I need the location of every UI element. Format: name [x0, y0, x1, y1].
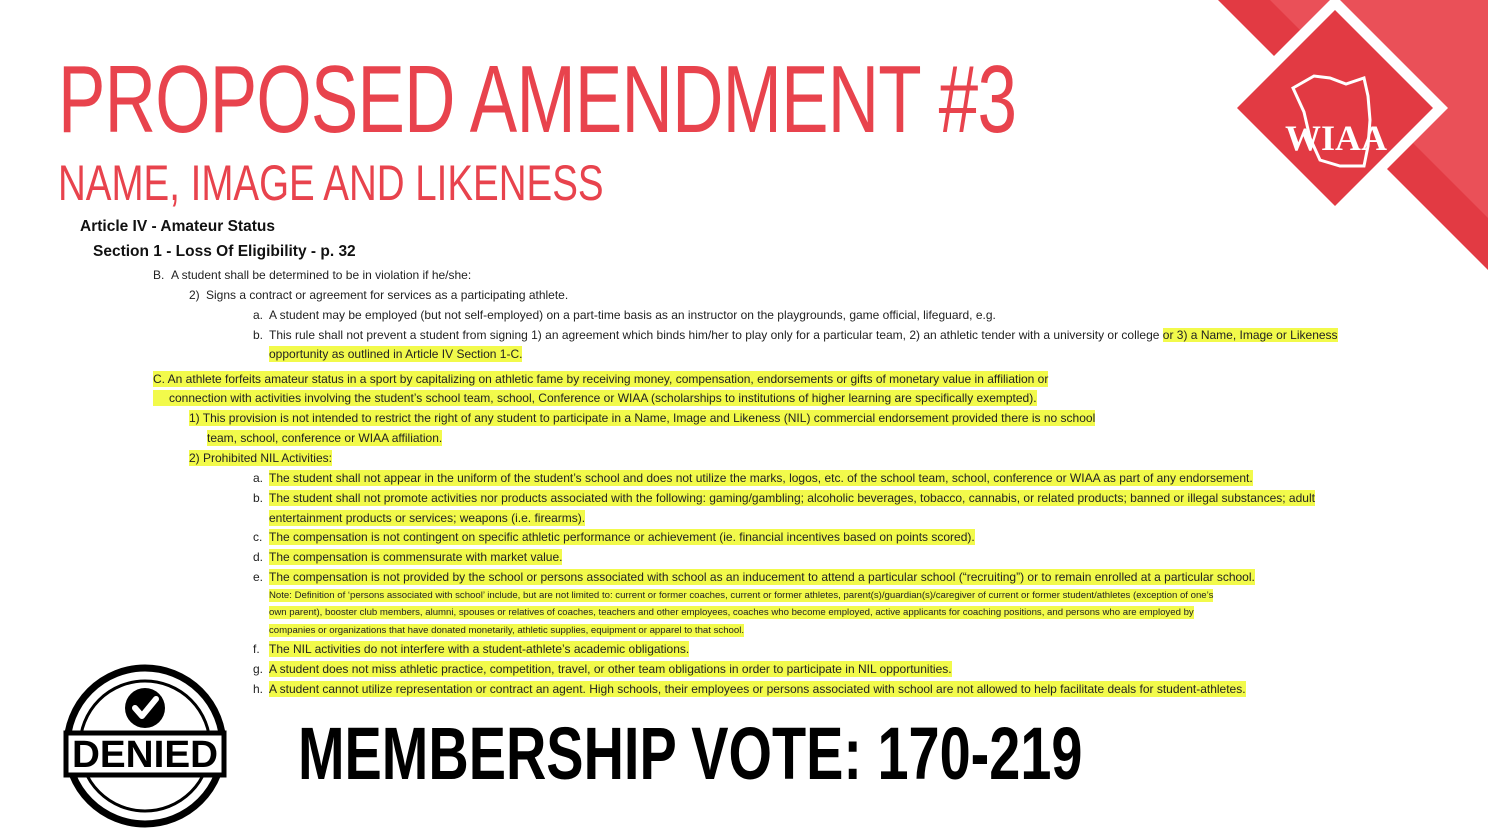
- list-item-text: This rule shall not prevent a student from signing 1) an agreement which binds him/her to play only for a particular team, 2) an athletic tender with a university or college: [269, 328, 1163, 342]
- list-item: The student shall not promote activities nor products associated with the following: gaming/gambling; alcoholic beverages, tobacco, cannabis, or related products; banned or illegal substances; adult: [269, 491, 1315, 505]
- list-item: The compensation is not provided by the school or persons associated with school as an inducement to attend a particular school (“recruiting”) or to remain enrolled at a particular school.: [269, 570, 1255, 584]
- list-label: 2): [189, 288, 200, 302]
- list-item: A student may be employed (but not self-employed) on a part-time basis as an instructor on the playgrounds, game official, lifeguard, e.g.: [269, 308, 996, 322]
- list-label: B.: [153, 268, 165, 282]
- list-label: e.: [253, 570, 264, 584]
- list-item: team, school, conference or WIAA affiliation.: [207, 431, 443, 445]
- list-item: A student does not miss athletic practice, competition, travel, or other team obligations in order to participate in NIL opportunities.: [269, 662, 952, 676]
- list-item: The compensation is commensurate with market value.: [269, 550, 563, 564]
- list-label: b.: [253, 328, 264, 342]
- list-item: C. An athlete forfeits amateur status in a sport by capitalizing on athletic fame by receiving money, compensation, endorsements or gifts of monetary value in affiliation or: [153, 372, 1049, 386]
- page-title: PROPOSED AMENDMENT #3: [58, 46, 1017, 153]
- list-label: f.: [253, 642, 260, 656]
- list-item: connection with activities involving the student’s school team, school, Conference or WIAA (scholarships to institutions of higher learning are specifically exempted).: [153, 390, 1037, 406]
- list-item: Signs a contract or agreement for services as a participating athlete.: [206, 288, 569, 302]
- list-item: 1) This provision is not intended to restrict the right of any student to participate in a Name, Image and Likeness (NIL) commercial endorsement provided there is no school: [189, 411, 1096, 425]
- list-label: a.: [253, 308, 264, 322]
- list-item: The student shall not appear in the uniform of the student’s school and does not utilize the marks, logos, etc. of the school team, school, conference or WIAA as part of any endorsement.: [269, 471, 1253, 485]
- logo-text: WIAA: [1284, 118, 1388, 158]
- article-heading: Article IV - Amateur Status: [80, 218, 275, 235]
- denied-stamp: [62, 663, 228, 829]
- list-label: b.: [253, 491, 264, 505]
- list-label: h.: [253, 682, 264, 696]
- stamp-text: DENIED: [72, 734, 218, 776]
- membership-vote: MEMBERSHIP VOTE: 170-219: [298, 712, 1083, 795]
- note-line: Note: Definition of ‘persons associated with school’ include, but are not limited to: current or former coaches, current or former athletes, parent(s)/guardian(s)/caregiver of current or former student/athletes (exception of one’s: [269, 590, 1214, 601]
- note-line: companies or organizations that have donated monetarily, athletic supplies, equipment or apparel to that school.: [269, 625, 744, 636]
- wiaa-logo: [1218, 0, 1488, 270]
- list-item: entertainment products or services; weapons (i.e. firearms).: [269, 511, 586, 525]
- list-item: [269, 327, 1338, 343]
- list-label: g.: [253, 662, 264, 676]
- list-item: A student cannot utilize representation or contract an agent. High schools, their employees or persons associated with school are not allowed to help facilitate deals for student-athletes.: [269, 682, 1246, 696]
- list-item: A student shall be determined to be in violation if he/she:: [171, 268, 472, 282]
- list-item: The NIL activities do not interfere with a student-athlete’s academic obligations.: [269, 642, 690, 656]
- list-item: The compensation is not contingent on specific athletic performance or achievement (ie. financial incentives based on points scored).: [269, 530, 975, 544]
- highlighted-text: or 3) a Name, Image or Likeness: [1162, 328, 1338, 342]
- list-item: 2) Prohibited NIL Activities:: [189, 451, 332, 465]
- list-item: opportunity as outlined in Article IV Section 1-C.: [269, 347, 523, 361]
- section-heading: Section 1 - Loss Of Eligibility - p. 32: [93, 243, 356, 260]
- note-line: own parent), booster club members, alumni, spouses or relatives of coaches, teachers and other employees, coaches who become employed, active applicants for coaching positions, and persons who are employed by: [269, 607, 1194, 618]
- list-label: d.: [253, 550, 264, 564]
- list-label: c.: [253, 530, 263, 544]
- page-subtitle: NAME, IMAGE AND LIKENESS: [58, 155, 604, 211]
- list-label: a.: [253, 471, 264, 485]
